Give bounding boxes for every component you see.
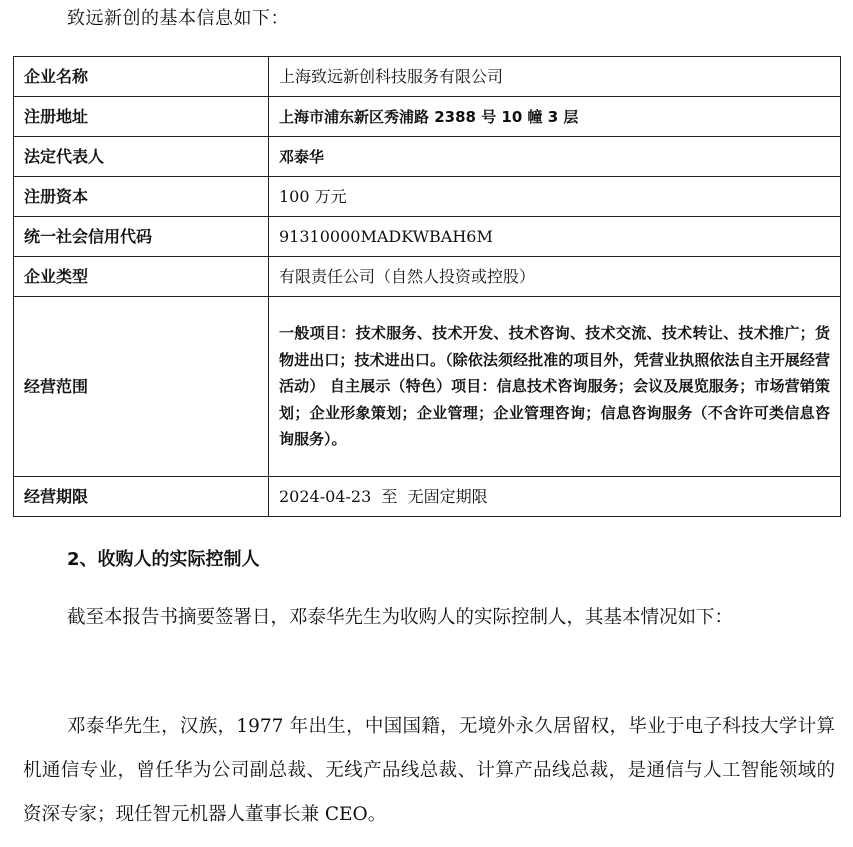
label-business-term: 经营期限	[14, 477, 269, 517]
label-legal-representative: 法定代表人	[14, 137, 269, 177]
section-heading: 2、收购人的实际控制人	[67, 549, 260, 570]
label-business-scope: 经营范围	[14, 297, 269, 477]
table-row-company-name	[14, 57, 841, 97]
value-credit-code: 91310000MADKWBAH6M	[269, 217, 841, 257]
paragraph-controller-intro: 截至本报告书摘要签署日，邓泰华先生为收购人的实际控制人，其基本情况如下：	[67, 607, 734, 628]
intro-text: 致远新创的基本信息如下：	[67, 8, 289, 29]
table-row-registered-capital	[14, 177, 841, 217]
label-credit-code: 统一社会信用代码	[14, 217, 269, 257]
table-row-business-scope	[14, 297, 841, 477]
table-row-registered-address	[14, 97, 841, 137]
value-company-name: 上海致远新创科技服务有限公司	[269, 57, 841, 97]
value-business-term: 2024-04-23 至 无固定期限	[269, 477, 841, 517]
value-registered-capital: 100 万元	[269, 177, 841, 217]
value-legal-representative: 邓泰华	[269, 137, 841, 177]
value-company-type: 有限责任公司（自然人投资或控股）	[269, 257, 841, 297]
label-registered-address: 注册地址	[14, 97, 269, 137]
value-registered-address: 上海市浦东新区秀浦路 2388 号 10 幢 3 层	[269, 97, 841, 137]
label-company-name: 企业名称	[14, 57, 269, 97]
table-row-credit-code	[14, 217, 841, 257]
company-info-table	[13, 56, 841, 517]
table-row-legal-representative	[14, 137, 841, 177]
table-row-company-type	[14, 257, 841, 297]
table-row-business-term	[14, 477, 841, 517]
paragraph-controller-bio: 邓泰华先生，汉族，1977 年出生，中国国籍，无境外永久居留权，毕业于电子科技大学计算机通信专业，曾任华为公司副总裁、无线产品线总裁、计算产品线总裁，是通信与人工智能领域的资深专家；现任智元机器人董事长兼 CEO。	[23, 716, 835, 825]
value-business-scope: 一般项目：技术服务、技术开发、技术咨询、技术交流、技术转让、技术推广；货物进出口；技术进出口。（除依法须经批准的项目外，凭营业执照依法自主开展经营活动） 自主展示（特色）项目：信息技术咨询服务；会议及展览服务；市场营销策划；企业形象策划；企业管理；企业管理咨询；信息咨询服务（不含许可类信息咨询服务）。	[269, 297, 841, 477]
label-registered-capital: 注册资本	[14, 177, 269, 217]
label-company-type: 企业类型	[14, 257, 269, 297]
